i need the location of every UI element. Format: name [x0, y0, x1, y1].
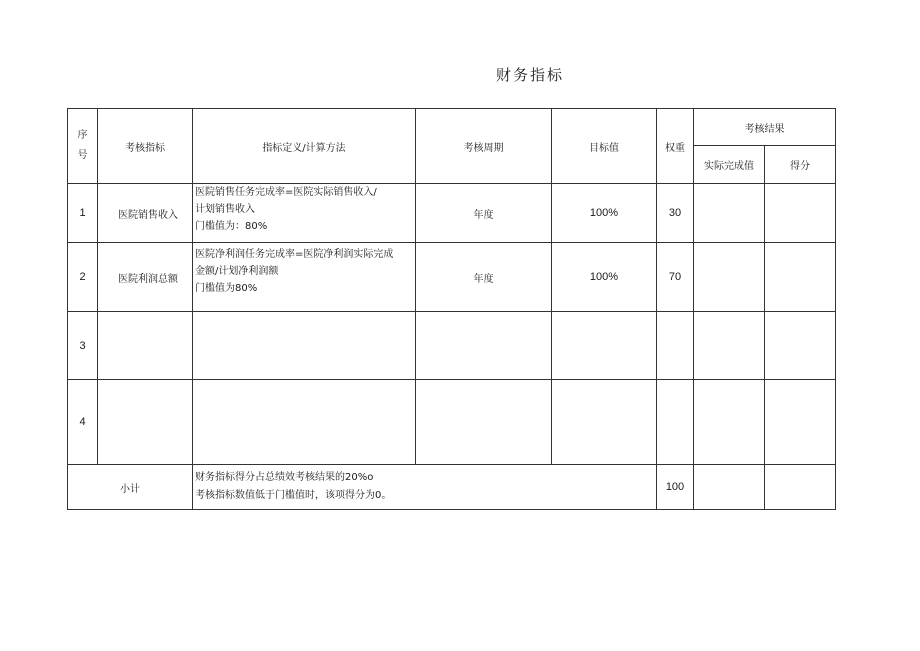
table-row [68, 380, 836, 465]
row-target: 100% [552, 184, 657, 243]
subtotal-note-line: 考核指标数值低于门槛值时，该项得分为0。 [195, 490, 392, 501]
row-target[interactable] [552, 380, 657, 465]
row-actual[interactable] [694, 380, 765, 465]
row-seq: 1 [68, 184, 98, 243]
header-target: 目标值 [552, 109, 657, 184]
row-actual[interactable] [694, 243, 765, 312]
row-target[interactable] [552, 312, 657, 380]
row-indicator[interactable] [98, 312, 193, 380]
definition-line: 门槛值为：80% [195, 221, 268, 232]
row-period[interactable] [416, 380, 552, 465]
row-definition [193, 243, 416, 312]
row-actual[interactable] [694, 184, 765, 243]
row-definition[interactable] [193, 380, 416, 465]
subtotal-label: 小计 [68, 465, 193, 510]
definition-line: 金额/计划净利润额 [195, 266, 279, 277]
row-score[interactable] [765, 243, 836, 312]
header-seq [68, 109, 98, 184]
row-definition[interactable] [193, 312, 416, 380]
row-target: 100% [552, 243, 657, 312]
header-indicator: 考核指标 [98, 109, 193, 184]
subtotal-note [193, 465, 657, 510]
row-score[interactable] [765, 380, 836, 465]
table-row [68, 184, 836, 243]
row-score[interactable] [765, 312, 836, 380]
row-weight[interactable] [657, 380, 694, 465]
row-period: 年度 [416, 243, 552, 312]
row-indicator: 医院利润总额 [98, 243, 193, 312]
header-weight: 权重 [657, 109, 694, 184]
header-score: 得分 [765, 146, 836, 184]
definition-line: 医院净利润任务完成率=医院净利润实际完成 [195, 249, 394, 260]
page-title: 财务指标 [495, 66, 564, 84]
header-period: 考核周期 [416, 109, 552, 184]
subtotal-actual[interactable] [694, 465, 765, 510]
header-seq-bottom: 号 [77, 150, 88, 161]
financial-indicator-table [67, 108, 836, 510]
subtotal-weight: 100 [657, 465, 694, 510]
row-seq: 4 [68, 380, 98, 465]
row-seq: 3 [68, 312, 98, 380]
row-period[interactable] [416, 312, 552, 380]
subtotal-note-line: 财务指标得分占总绩效考核结果的20%o [195, 472, 374, 483]
table-row [68, 312, 836, 380]
row-score[interactable] [765, 184, 836, 243]
row-seq: 2 [68, 243, 98, 312]
definition-line: 门槛值为80% [195, 283, 258, 294]
row-indicator[interactable] [98, 380, 193, 465]
header-actual: 实际完成值 [694, 146, 765, 184]
definition-line: 计划销售收入 [195, 204, 255, 215]
table-row [68, 243, 836, 312]
row-weight[interactable] [657, 312, 694, 380]
subtotal-row [68, 465, 836, 510]
row-weight: 70 [657, 243, 694, 312]
row-period: 年度 [416, 184, 552, 243]
header-definition: 指标定义/计算方法 [193, 109, 416, 184]
header-seq-top: 序 [77, 130, 88, 141]
row-definition [193, 184, 416, 243]
row-indicator: 医院销售收入 [98, 184, 193, 243]
row-actual[interactable] [694, 312, 765, 380]
header-row [68, 109, 836, 146]
subtotal-score[interactable] [765, 465, 836, 510]
header-result: 考核结果 [694, 109, 836, 146]
row-weight: 30 [657, 184, 694, 243]
definition-line: 医院销售任务完成率=医院实际销售收入/ [195, 187, 377, 198]
